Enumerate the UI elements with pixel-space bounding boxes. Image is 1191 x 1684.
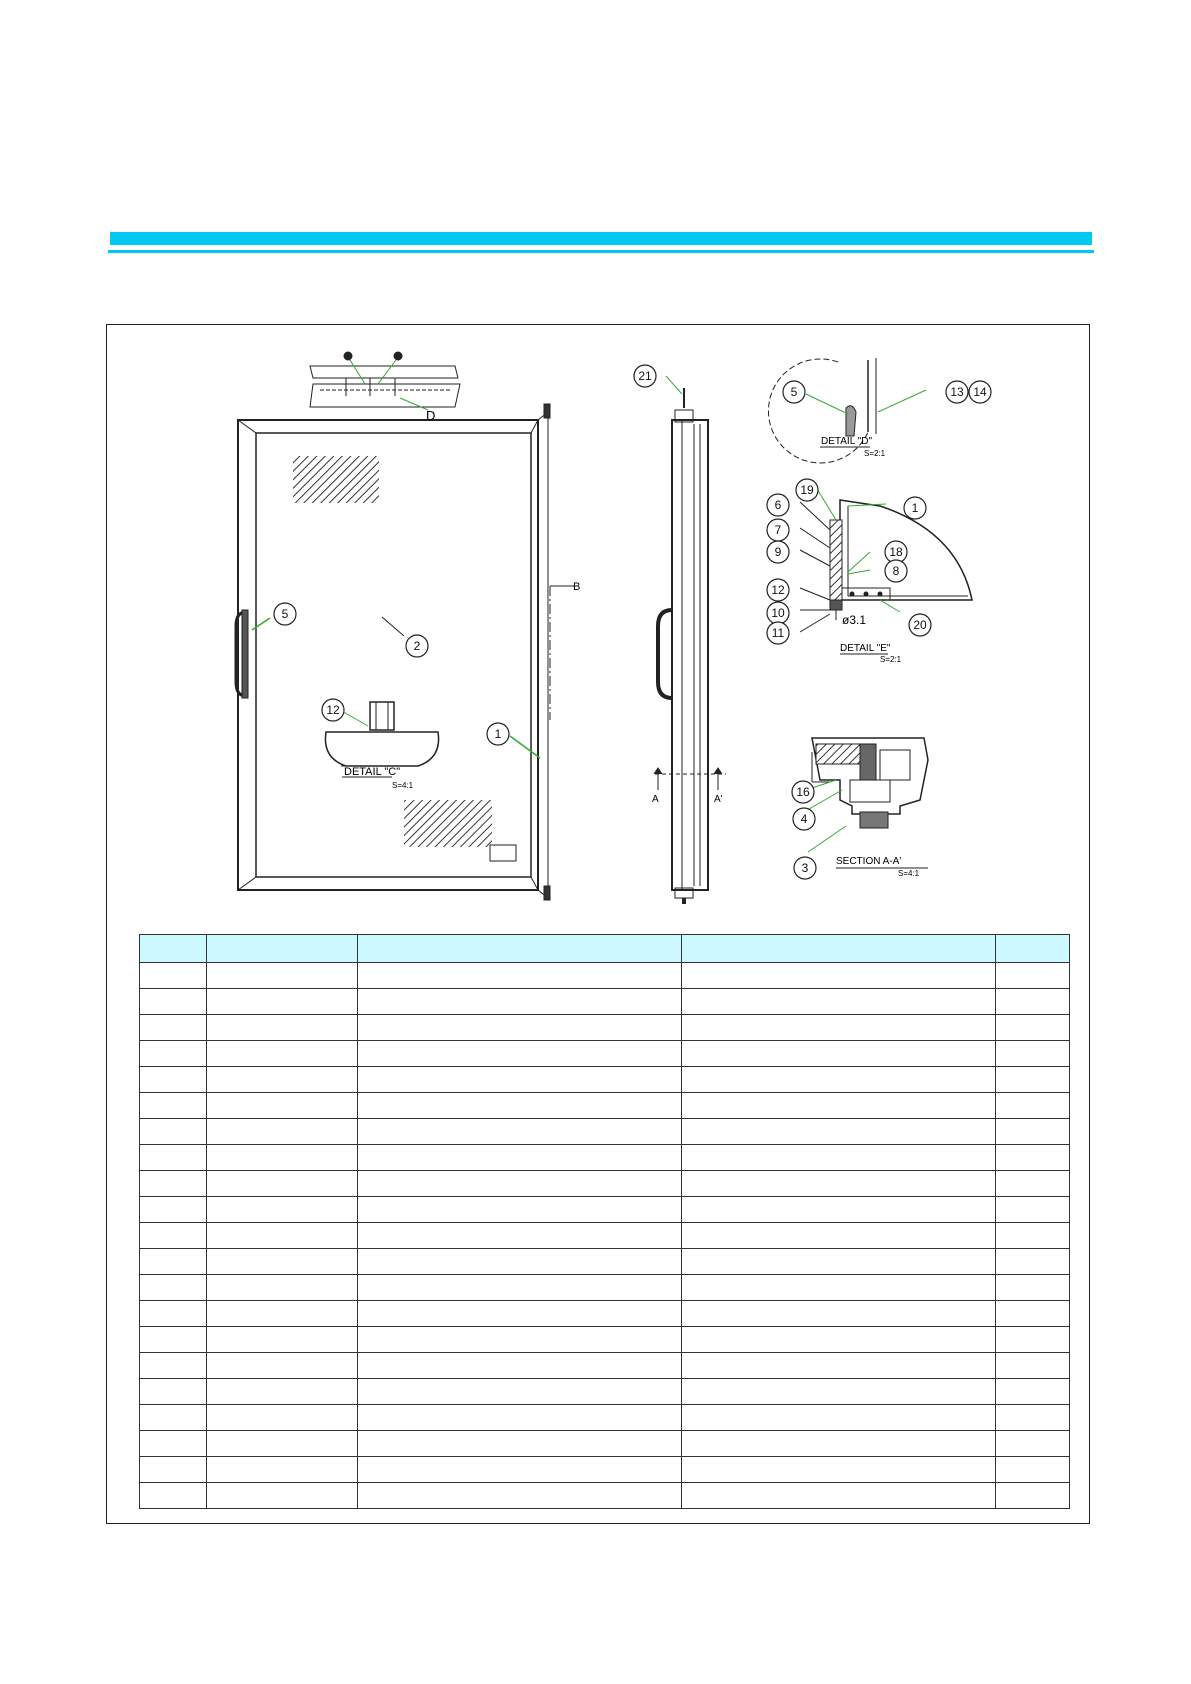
table-cell [996, 1145, 1070, 1171]
callout-2: 2 [413, 639, 421, 653]
table-cell [140, 1171, 207, 1197]
table-cell [682, 1119, 996, 1145]
table-cell [682, 1301, 996, 1327]
table-cell [682, 1171, 996, 1197]
mark-b: B [573, 581, 581, 593]
table-cell [682, 1223, 996, 1249]
table-cell [140, 1275, 207, 1301]
table-cell [358, 1171, 682, 1197]
table-cell [140, 1119, 207, 1145]
table-cell [996, 1119, 1070, 1145]
detail-e-label: DETAIL "E" [840, 643, 891, 654]
table-cell [996, 1223, 1070, 1249]
table-cell [207, 1483, 358, 1509]
table-cell [207, 1093, 358, 1119]
callout-13: 13 [950, 385, 964, 399]
table-cell [207, 1353, 358, 1379]
table-cell [358, 1119, 682, 1145]
table-cell [358, 1457, 682, 1483]
table-cell [996, 1249, 1070, 1275]
table-cell [996, 1015, 1070, 1041]
table-cell [207, 989, 358, 1015]
table-cell [996, 1327, 1070, 1353]
table-cell [140, 1223, 207, 1249]
table-cell [207, 1405, 358, 1431]
table-cell [996, 1041, 1070, 1067]
table-cell [207, 1197, 358, 1223]
table-row [140, 1197, 1070, 1223]
table-cell [682, 1483, 996, 1509]
callout-4: 4 [800, 812, 808, 826]
table-cell [207, 1301, 358, 1327]
table-cell [140, 989, 207, 1015]
callout-5-detail-d: 5 [790, 385, 798, 399]
table-cell [682, 1249, 996, 1275]
table-cell [358, 1405, 682, 1431]
table-row [140, 1431, 1070, 1457]
table-cell [358, 963, 682, 989]
table-cell [682, 1145, 996, 1171]
table-cell [358, 1041, 682, 1067]
table-row [140, 1301, 1070, 1327]
table-row [140, 1171, 1070, 1197]
table-cell [996, 1171, 1070, 1197]
table-row [140, 1327, 1070, 1353]
table-cell [140, 1379, 207, 1405]
table-row [140, 1483, 1070, 1509]
callout-5: 5 [281, 607, 289, 621]
table-cell [140, 1301, 207, 1327]
table-cell [207, 1249, 358, 1275]
table-cell [140, 1431, 207, 1457]
callout-3: 3 [801, 861, 809, 875]
table-cell [358, 1379, 682, 1405]
table-header-row [140, 935, 1070, 963]
table-cell [140, 1041, 207, 1067]
table-cell [140, 963, 207, 989]
table-header-cell [140, 935, 207, 963]
detail-c-scale: S=4:1 [392, 781, 414, 790]
callout-21: 21 [638, 369, 652, 383]
table-cell [140, 1353, 207, 1379]
table-cell [207, 1457, 358, 1483]
door-side-view [654, 376, 726, 904]
table-cell [682, 963, 996, 989]
parts-list-table [139, 934, 1070, 1509]
table-cell [140, 1405, 207, 1431]
table-cell [358, 1197, 682, 1223]
table-cell [682, 1457, 996, 1483]
callout-7: 7 [774, 523, 782, 537]
table-cell [996, 1457, 1070, 1483]
table-cell [207, 1067, 358, 1093]
table-cell [140, 1067, 207, 1093]
table-row [140, 1041, 1070, 1067]
callout-20: 20 [913, 618, 927, 632]
table-cell [207, 1145, 358, 1171]
callout-1-detail-e: 1 [911, 501, 919, 515]
table-header-cell [207, 935, 358, 963]
mark-a-prime: A' [714, 794, 723, 805]
table-cell [682, 1275, 996, 1301]
table-cell [996, 963, 1070, 989]
table-row [140, 1015, 1070, 1041]
detail-c-label: DETAIL "C" [344, 766, 401, 778]
table-cell [207, 1379, 358, 1405]
table-body [140, 963, 1070, 1509]
table-cell [996, 1353, 1070, 1379]
table-row [140, 1457, 1070, 1483]
callout-19: 19 [800, 483, 814, 497]
table-header-cell [358, 935, 682, 963]
mark-a: A [652, 794, 659, 805]
table-cell [996, 1483, 1070, 1509]
table-cell [358, 1067, 682, 1093]
table-cell [682, 1015, 996, 1041]
table-cell [996, 1379, 1070, 1405]
table-cell [682, 1067, 996, 1093]
table-cell [358, 1353, 682, 1379]
table-cell [140, 1197, 207, 1223]
table-cell [996, 1405, 1070, 1431]
table-cell [358, 1483, 682, 1509]
table-cell [207, 1431, 358, 1457]
table-cell [682, 1405, 996, 1431]
table-cell [682, 989, 996, 1015]
table-row [140, 1249, 1070, 1275]
table-cell [140, 1457, 207, 1483]
table-row [140, 1405, 1070, 1431]
table-header-cell [682, 935, 996, 963]
table-cell [140, 1093, 207, 1119]
callout-10: 10 [771, 606, 785, 620]
callout-18: 18 [889, 545, 903, 559]
table-cell [207, 1041, 358, 1067]
table-cell [140, 1483, 207, 1509]
table-cell [207, 1015, 358, 1041]
table-cell [682, 1041, 996, 1067]
table-cell [682, 1431, 996, 1457]
callout-14: 14 [973, 385, 987, 399]
detail-e-scale: S=2:1 [880, 655, 902, 664]
table-header-cell [996, 935, 1070, 963]
table-row [140, 989, 1070, 1015]
table-row [140, 1093, 1070, 1119]
table-cell [682, 1327, 996, 1353]
table-cell [996, 1197, 1070, 1223]
table-cell [682, 1197, 996, 1223]
table-cell [358, 1327, 682, 1353]
top-hinge-detail [310, 352, 460, 410]
table-row [140, 1223, 1070, 1249]
table-cell [358, 1015, 682, 1041]
table-cell [140, 1145, 207, 1171]
table-row [140, 963, 1070, 989]
callout-1: 1 [494, 727, 502, 741]
section-aa-label: SECTION A-A' [836, 856, 902, 867]
table-cell [682, 1379, 996, 1405]
detail-d-drawing [768, 358, 926, 463]
table-cell [207, 1223, 358, 1249]
table-cell [996, 1067, 1070, 1093]
table-cell [140, 1249, 207, 1275]
table-row [140, 1379, 1070, 1405]
table-cell [358, 1431, 682, 1457]
table-row [140, 1067, 1070, 1093]
door-front-view [236, 404, 575, 900]
callout-8: 8 [892, 564, 900, 578]
callout-12-detail-e: 12 [771, 583, 785, 597]
callout-9: 9 [774, 545, 782, 559]
phi-label: ø3.1 [842, 613, 867, 627]
table-cell [996, 989, 1070, 1015]
table-row [140, 1275, 1070, 1301]
callout-11: 11 [771, 626, 785, 640]
table-cell [207, 963, 358, 989]
table-cell [358, 1093, 682, 1119]
table-cell [996, 1301, 1070, 1327]
table-cell [207, 1327, 358, 1353]
table-cell [682, 1353, 996, 1379]
table-cell [358, 1301, 682, 1327]
table-cell [358, 1249, 682, 1275]
table-row [140, 1145, 1070, 1171]
callout-6: 6 [774, 498, 782, 512]
table-cell [207, 1275, 358, 1301]
table-cell [207, 1171, 358, 1197]
table-cell [358, 1223, 682, 1249]
table-cell [996, 1275, 1070, 1301]
detail-d-label: DETAIL "D" [821, 436, 872, 447]
table-cell [996, 1093, 1070, 1119]
table-cell [358, 1145, 682, 1171]
table-cell [140, 1015, 207, 1041]
table-cell [358, 989, 682, 1015]
table-cell [358, 1275, 682, 1301]
detail-d-scale: S=2:1 [864, 449, 886, 458]
table-row [140, 1119, 1070, 1145]
section-aa-drawing [804, 738, 928, 868]
table-cell [682, 1093, 996, 1119]
section-aa-scale: S=4:1 [898, 869, 920, 878]
callout-16: 16 [796, 785, 810, 799]
table-cell [140, 1327, 207, 1353]
table-cell [207, 1119, 358, 1145]
callout-12: 12 [326, 703, 340, 717]
mark-d: D [426, 408, 436, 423]
table-row [140, 1353, 1070, 1379]
table-cell [996, 1431, 1070, 1457]
